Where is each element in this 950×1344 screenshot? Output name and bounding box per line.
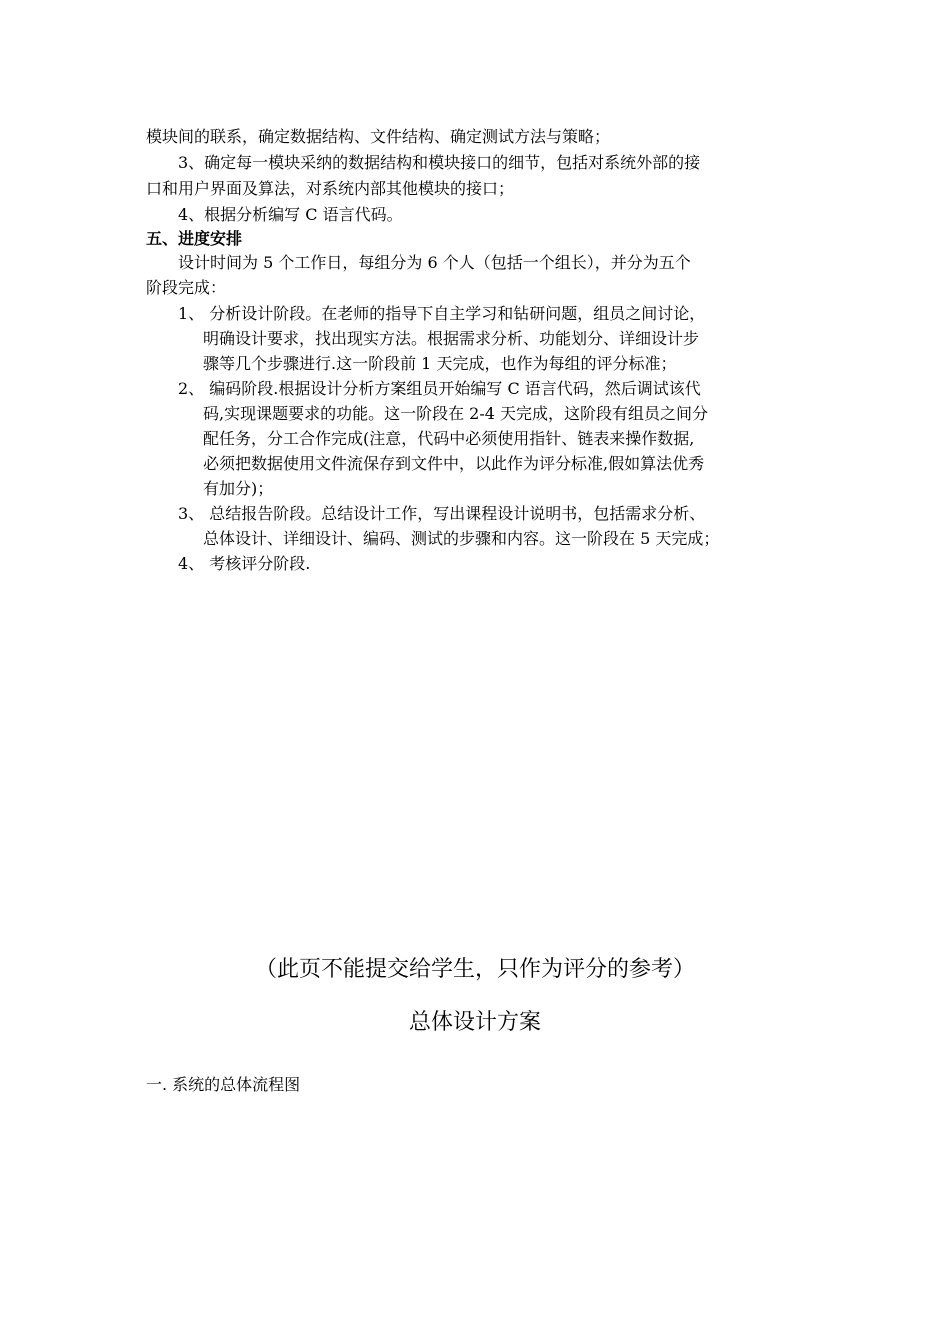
paragraph-line: 设计时间为 5 个工作日，每组分为 6 个人（包括一个组长），并分为五个 (178, 253, 691, 272)
paragraph-line: 模块间的联系，确定数据结构、文件结构、确定测试方法与策略； (146, 127, 611, 146)
list-item-4: 4、 考核评分阶段. (178, 554, 311, 573)
section-heading-schedule: 五、进度安排 (146, 229, 243, 248)
list-item-1: 1、 分析设计阶段。在老师的指导下自主学习和钻研问题，组员之间讨论， (178, 304, 706, 323)
page-title: 总体设计方案 (408, 1010, 541, 1035)
list-item-1-cont: 骤等几个步骤进行.这一阶段前 1 天完成，也作为每组的评分标准； (203, 354, 677, 373)
list-item-2: 2、 编码阶段.根据设计分析方案组员开始编写 C 语言代码，然后调试该代 (178, 379, 701, 398)
list-item-2-cont: 必须把数据使用文件流保存到文件中，以此作为评分标准,假如算法优秀 (203, 454, 705, 473)
list-item-2-cont: 码,实现课题要求的功能。这一阶段在 2-4 天完成，这阶段有组员之间分 (203, 404, 709, 423)
paragraph-line: 4、根据分析编写 C 语言代码。 (178, 205, 403, 224)
section-heading-flowchart: 一. 系统的总体流程图 (146, 1075, 301, 1094)
list-item-2-cont: 有加分)； (203, 479, 274, 498)
list-item-3: 3、 总结报告阶段。总结设计工作，写出课程设计说明书，包括需求分析、 (178, 504, 706, 523)
paragraph-line: 口和用户界面及算法，对系统内部其他模块的接口； (146, 179, 515, 198)
list-item-3-cont: 总体设计、详细设计、编码、测试的步骤和内容。这一阶段在 5 天完成； (203, 529, 720, 548)
list-item-2-cont: 配任务，分工合作完成(注意，代码中必须使用指针、链表来操作数据, (203, 429, 695, 448)
reference-notice: （此页不能提交给学生，只作为评分的参考） (254, 957, 695, 982)
paragraph-line: 阶段完成： (146, 278, 227, 297)
paragraph-line: 3、确定每一模块采纳的数据结构和模块接口的细节，包括对系统外部的接 (178, 153, 701, 172)
list-item-1-cont: 明确设计要求，找出现实方法。根据需求分析、功能划分、详细设计步 (203, 329, 700, 348)
